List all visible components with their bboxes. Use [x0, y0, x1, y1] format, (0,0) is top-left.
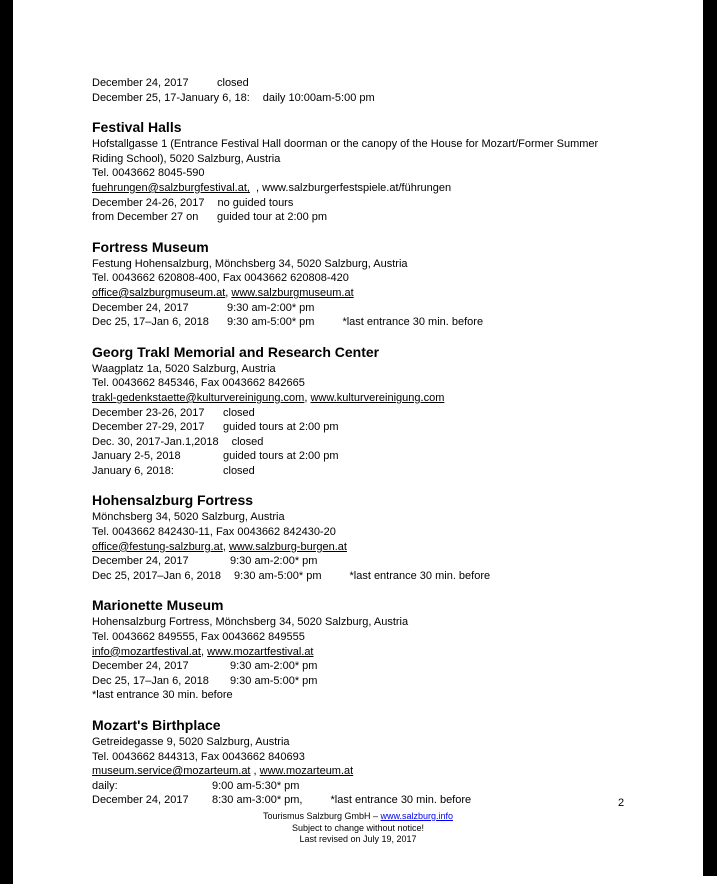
links-line [92, 286, 677, 301]
viewer-right-edge-bar [703, 0, 717, 876]
footer-notice: Subject to change without notice! [291, 822, 425, 833]
schedule-hours: no guided tours [217, 196, 294, 209]
schedule-date: January 2-5, 2018 [92, 450, 181, 463]
schedule-hours: daily 10:00am-5:00 pm [262, 91, 375, 104]
tel-fax-line: Tel. 0043662 620808-400, Fax 0043662 620808-420 [92, 272, 349, 285]
schedule-date: December 25, 17-January 6, 18: [92, 91, 250, 104]
schedule-hours: guided tours at 2:00 pm [223, 421, 339, 434]
museum-section [92, 492, 677, 583]
tel-fax-line: Tel. 0043662 844313, Fax 0043662 840693 [92, 750, 305, 763]
schedule-date: December 24, 2017 [92, 794, 189, 807]
schedule-date: December 27-29, 2017 [92, 421, 205, 434]
website-link[interactable]: www.mozarteum.at [259, 765, 354, 778]
schedule-hours: 9:30 am-5:00* pm [234, 569, 322, 582]
schedule-hours: 9:30 am-2:00* pm [230, 555, 318, 568]
schedule-hours: 9:30 am-5:00* pm [230, 674, 318, 687]
schedule-date: December 23-26, 2017 [92, 406, 205, 419]
document-page [13, 0, 703, 884]
museum-section [92, 344, 677, 479]
website-link[interactable]: www.mozartfestival.at [207, 645, 314, 658]
schedule-hours: 9:30 am-5:00* pm [227, 316, 315, 329]
schedule-date: *last entrance 30 min. before [92, 689, 233, 702]
email-link[interactable]: office@festung-salzburg.at [92, 540, 223, 553]
schedule-row [92, 688, 677, 703]
section-title: Hohensalzburg Fortress [92, 492, 254, 509]
schedule-row [92, 315, 677, 330]
link-separator-text: , [250, 765, 260, 778]
links-line [92, 764, 677, 779]
schedule-row [92, 659, 677, 674]
schedule-note: *last entrance 30 min. before [349, 569, 491, 582]
website-link[interactable]: www.salzburgmuseum.at [231, 286, 354, 299]
footer-company-text: Tourismus Salzburg GmbH – [262, 811, 381, 821]
schedule-note: *last entrance 30 min. before [342, 316, 484, 329]
email-link[interactable]: fuehrungen@salzburgfestival.at, [92, 181, 250, 194]
schedule-note: *last entrance 30 min. before [330, 794, 472, 807]
schedule-hours: guided tours at 2:00 pm [223, 450, 339, 463]
website-link[interactable]: www.salzburg-burgen.at [228, 540, 347, 553]
links-line [92, 540, 677, 555]
email-link[interactable]: office@salzburgmuseum.at [92, 286, 226, 299]
schedule-date: Dec. 30, 2017-Jan.1,2018 [92, 435, 219, 448]
top-schedule-block [92, 76, 677, 105]
schedule-hours: closed [223, 406, 255, 419]
page-number: 2 [618, 797, 625, 809]
footer-company-line [13, 811, 703, 823]
schedule-row [92, 196, 677, 211]
email-link[interactable]: info@mozartfestival.at [92, 645, 201, 658]
schedule-row [92, 76, 677, 91]
schedule-date: January 6, 2018: [92, 464, 174, 477]
page-footer [13, 811, 703, 846]
schedule-hours: closed [223, 464, 255, 477]
schedule-hours: closed [217, 77, 249, 89]
tel-fax-line: Tel. 0043662 845346, Fax 0043662 842665 [92, 377, 305, 390]
address-line: Festung Hohensalzburg, Mönchsberg 34, 5020 Salzburg, Austria [92, 257, 408, 270]
address-line: Riding School), 5020 Salzburg, Austria [92, 152, 281, 165]
link-separator-text: , [304, 391, 311, 404]
address-line: Hofstallgasse 1 (Entrance Festival Hall doorman or the canopy of the House for Mozart/Former Summer [92, 138, 599, 151]
schedule-hours: 9:00 am-5:30* pm [212, 779, 300, 792]
email-link[interactable]: museum.service@mozarteum.at [92, 765, 251, 778]
schedule-hours: 9:30 am-2:00* pm [227, 301, 315, 314]
schedule-date: from December 27 on [92, 211, 199, 224]
links-line [92, 181, 677, 196]
schedule-row [92, 793, 677, 808]
address-line: Mönchsberg 34, 5020 Salzburg, Austria [92, 511, 285, 524]
link-separator-text: , [201, 645, 208, 658]
schedule-date: Dec 25, 17–Jan 6, 2018 [92, 316, 209, 329]
link-separator-text: , [225, 286, 232, 299]
schedule-hours: 8:30 am-3:00* pm, [212, 794, 303, 807]
schedule-row [92, 569, 677, 584]
schedule-row [92, 420, 677, 435]
address-line: Hohensalzburg Fortress, Mönchsberg 34, 5020 Salzburg, Austria [92, 616, 409, 629]
schedule-date: December 24, 2017 [92, 555, 189, 568]
viewer-left-edge-bar [0, 0, 13, 884]
schedule-row [92, 554, 677, 569]
museum-sections [92, 119, 677, 808]
links-line [92, 391, 677, 406]
website-link[interactable]: www.kulturvereinigung.com [310, 391, 445, 404]
section-title: Fortress Museum [92, 238, 209, 255]
schedule-row [92, 210, 677, 225]
schedule-row [92, 91, 677, 106]
schedule-date: Dec 25, 2017–Jan 6, 2018 [92, 569, 222, 582]
footer-revised-date: Last revised on July 19, 2017 [299, 834, 417, 844]
tel-fax-line: Tel. 0043662 849555, Fax 0043662 849555 [92, 631, 305, 644]
page-content [92, 76, 677, 808]
museum-section [92, 597, 677, 703]
section-title: Festival Halls [92, 119, 182, 136]
schedule-row [92, 435, 677, 450]
tel-fax-line: Tel. 0043662 842430-11, Fax 0043662 842430-20 [92, 526, 336, 539]
section-title: Mozart's Birthplace [92, 717, 221, 733]
schedule-row [92, 464, 677, 479]
link-separator-text: , [222, 540, 229, 553]
schedule-date: December 24, 2017 [92, 77, 189, 89]
email-link[interactable]: trakl-gedenkstaette@kulturvereinigung.com [92, 391, 305, 404]
address-line: Getreidegasse 9, 5020 Salzburg, Austria [92, 736, 290, 748]
schedule-row [92, 301, 677, 316]
link-separator-text: , www.salzburgerfestspiele.at/führungen [249, 181, 452, 194]
museum-section [92, 119, 677, 225]
footer-website-link[interactable]: www.salzburg.info [380, 811, 454, 821]
schedule-row [92, 779, 677, 794]
schedule-date: December 24, 2017 [92, 301, 189, 314]
schedule-row [92, 406, 677, 421]
museum-section [92, 717, 677, 808]
schedule-row [92, 674, 677, 689]
links-line [92, 645, 677, 660]
tel-fax-line: Tel. 0043662 8045-590 [92, 167, 205, 180]
schedule-date: December 24-26, 2017 [92, 196, 205, 209]
schedule-row [92, 449, 677, 464]
schedule-hours: 9:30 am-2:00* pm [230, 660, 318, 673]
schedule-hours: closed [231, 435, 264, 448]
section-title: Marionette Museum [92, 597, 224, 614]
section-title: Georg Trakl Memorial and Research Center [92, 343, 380, 360]
address-line: Waagplatz 1a, 5020 Salzburg, Austria [92, 362, 276, 375]
schedule-date: daily: [92, 779, 118, 792]
schedule-date: December 24, 2017 [92, 660, 189, 673]
schedule-hours: guided tour at 2:00 pm [217, 211, 328, 224]
museum-section [92, 239, 677, 330]
schedule-date: Dec 25, 17–Jan 6, 2018 [92, 674, 209, 687]
